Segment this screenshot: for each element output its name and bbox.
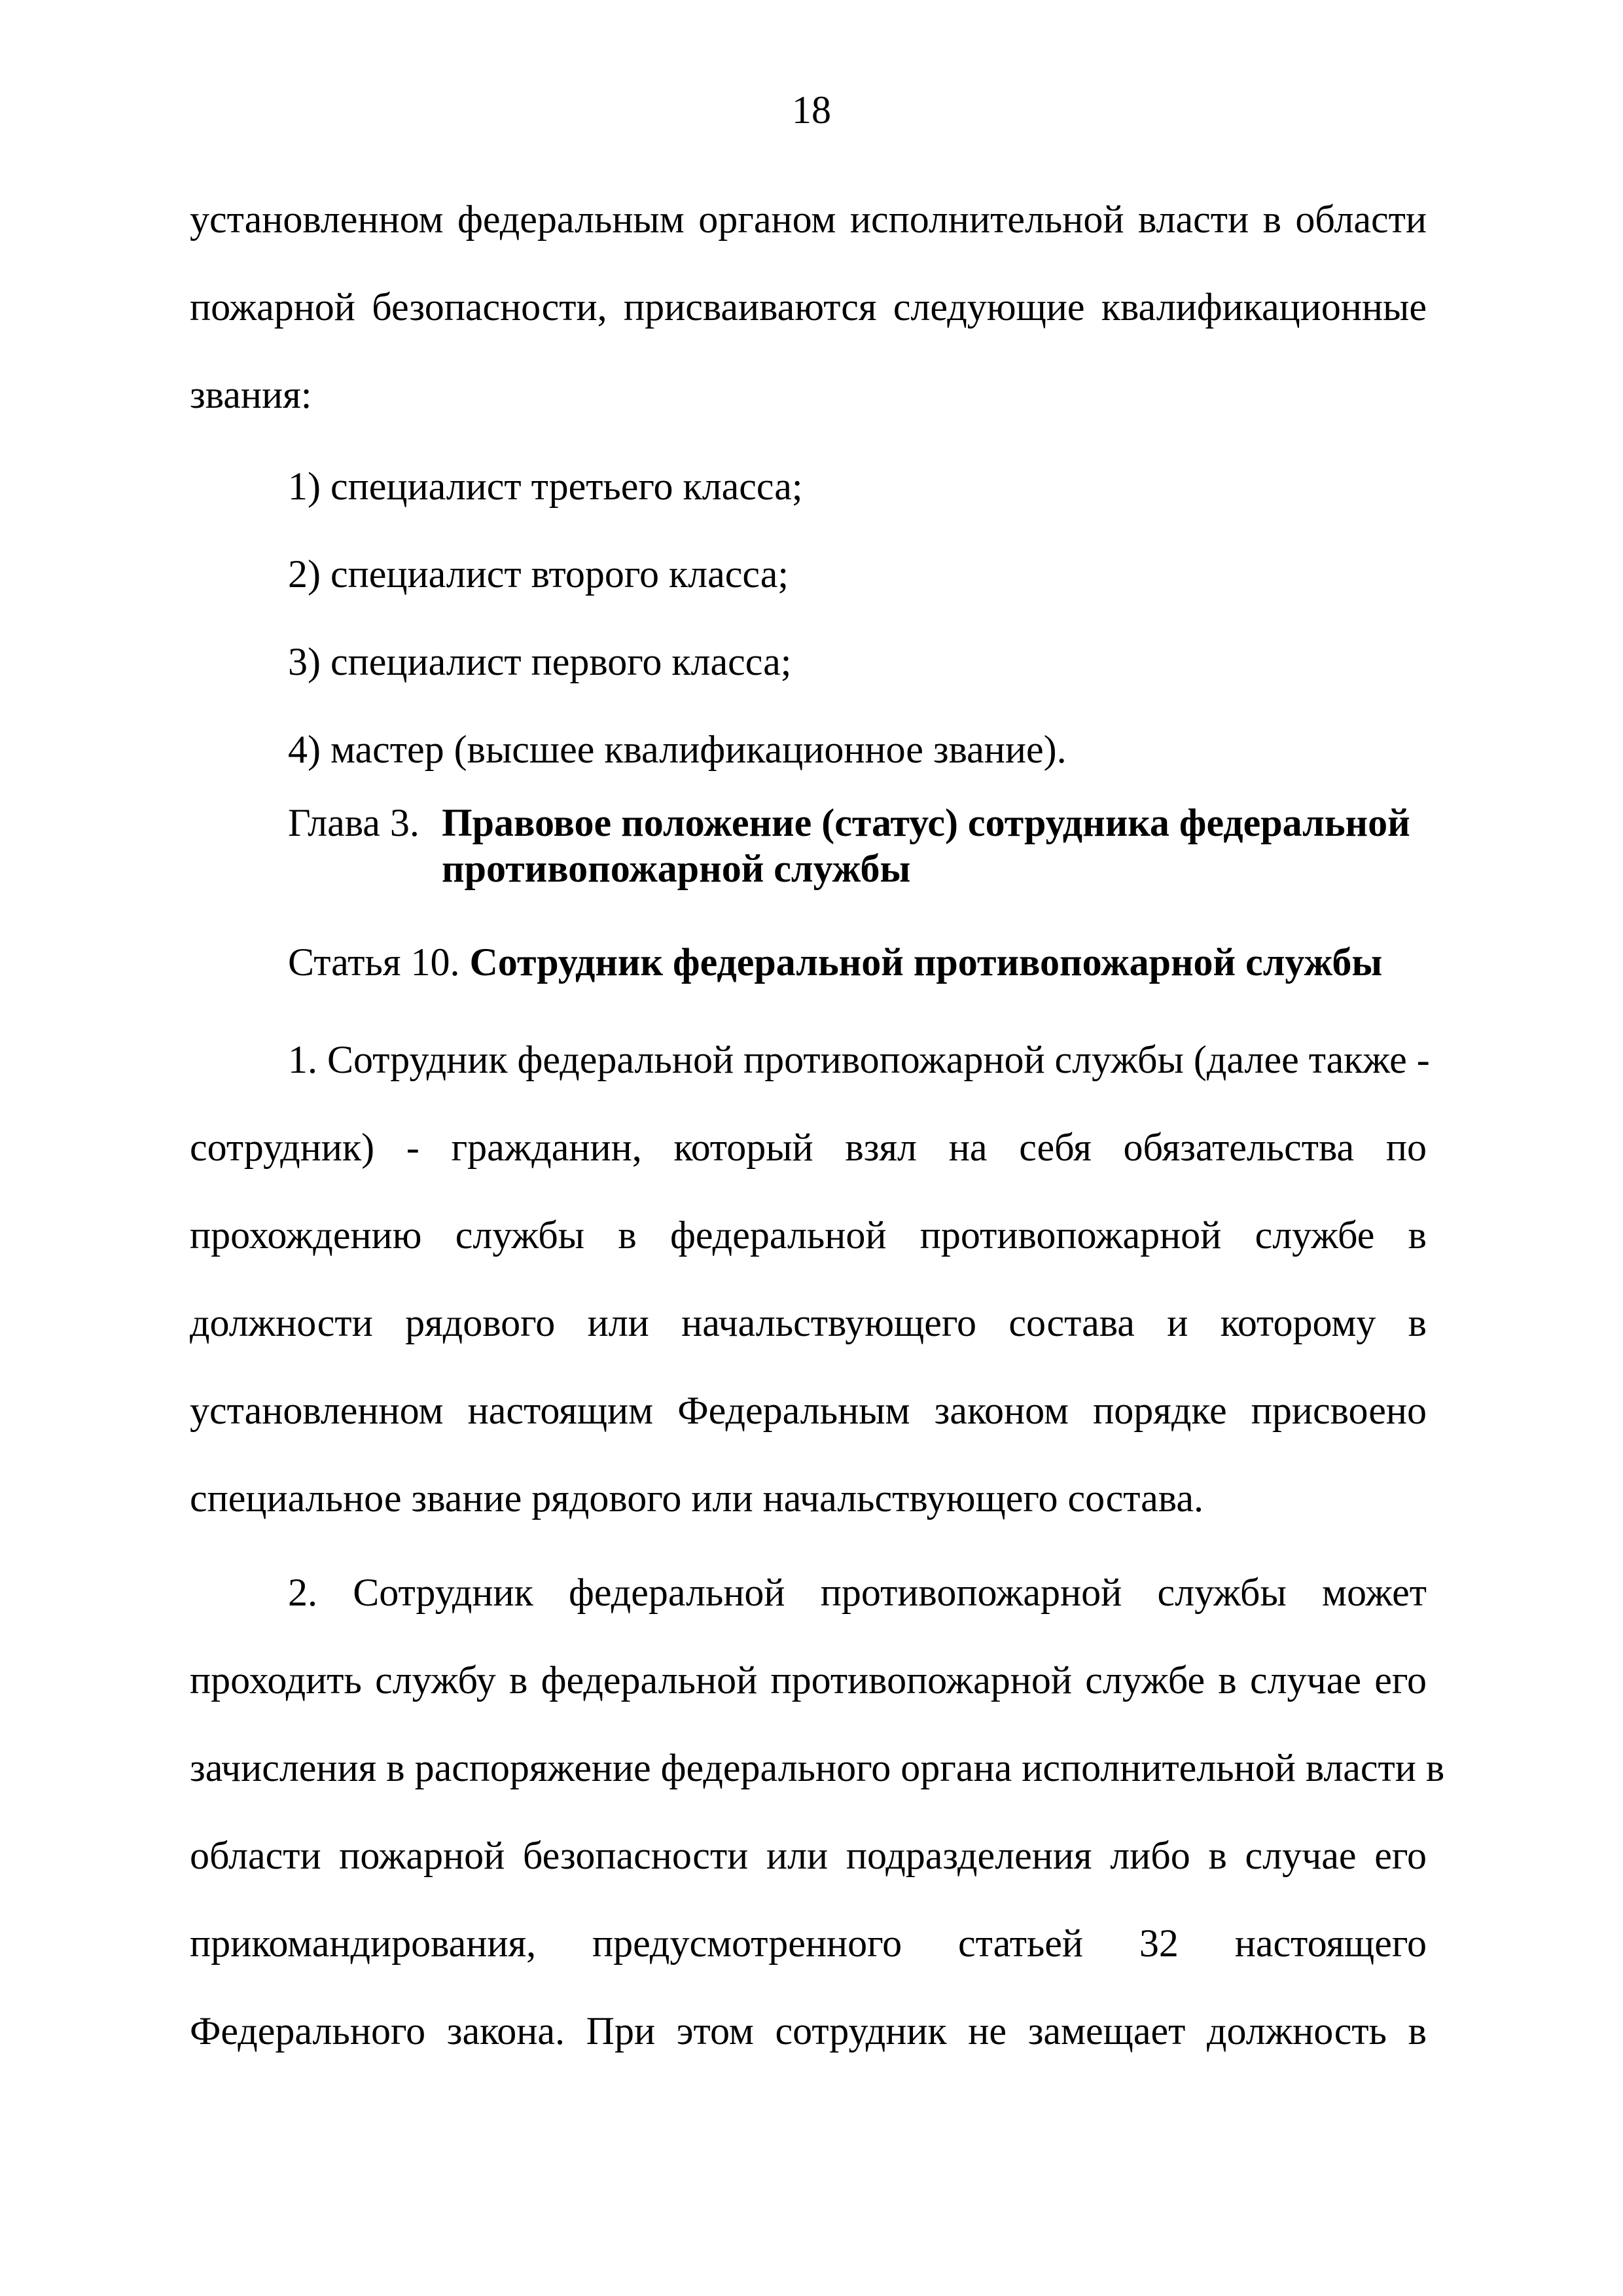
- qualification-list: [288, 442, 1067, 793]
- text-line: сотрудник) - гражданин, который взял на себя обязательства по: [190, 1126, 1427, 1169]
- paragraph-1: [190, 1016, 1430, 1542]
- list-item: 3) специалист первого класса;: [288, 640, 792, 683]
- list-item: 1) специалист третьего класса;: [288, 465, 803, 508]
- text-line: 1. Сотрудник федеральной противопожарной службы (далее также -: [288, 1038, 1430, 1081]
- text-line: 2. Сотрудник федеральной противопожарной службы может: [288, 1571, 1427, 1614]
- paragraph-2: [190, 1549, 1445, 2075]
- chapter-title-line: противопожарной службы: [442, 847, 911, 890]
- chapter-title-line: Правовое положение (статус) сотрудника федеральной: [442, 801, 1410, 844]
- text-line: звания:: [190, 373, 312, 416]
- text-line: установленном настоящим Федеральным законом порядке присвоено: [190, 1389, 1427, 1432]
- text-line: прикомандирования, предусмотренного статьей 32 настоящего: [190, 1922, 1427, 1965]
- page-number: 18: [792, 88, 831, 132]
- text-line: прохождению службы в федеральной противопожарной службе в: [190, 1213, 1427, 1257]
- text-line: Федерального закона. При этом сотрудник не замещает должность в: [190, 2009, 1427, 2053]
- text-line: пожарной безопасности, присваиваются следующие квалификационные: [190, 285, 1427, 329]
- chapter-title: [442, 800, 1423, 891]
- article-title: Сотрудник федеральной противопожарной службы: [469, 941, 1383, 984]
- intro-paragraph: [190, 175, 1427, 439]
- text-line: специальное звание рядового или начальствующего состава.: [190, 1477, 1204, 1520]
- text-line: зачисления в распоряжение федерального органа исполнительной власти в: [190, 1746, 1445, 1789]
- text-line: проходить службу в федеральной противопожарной службе в случае его: [190, 1659, 1427, 1702]
- article-heading: [288, 936, 1382, 988]
- list-item: 2) специалист второго класса;: [288, 552, 789, 596]
- chapter-label: Глава 3.: [288, 801, 419, 844]
- text-line: области пожарной безопасности или подразделения либо в случае его: [190, 1834, 1427, 1877]
- text-line: должности рядового или начальствующего состава и которому в: [190, 1301, 1427, 1344]
- text-line: установленном федеральным органом исполнительной власти в области: [190, 198, 1427, 241]
- article-label: Статья 10.: [288, 941, 460, 984]
- list-item: 4) мастер (высшее квалификационное звание).: [288, 728, 1067, 771]
- chapter-heading: [288, 800, 1423, 891]
